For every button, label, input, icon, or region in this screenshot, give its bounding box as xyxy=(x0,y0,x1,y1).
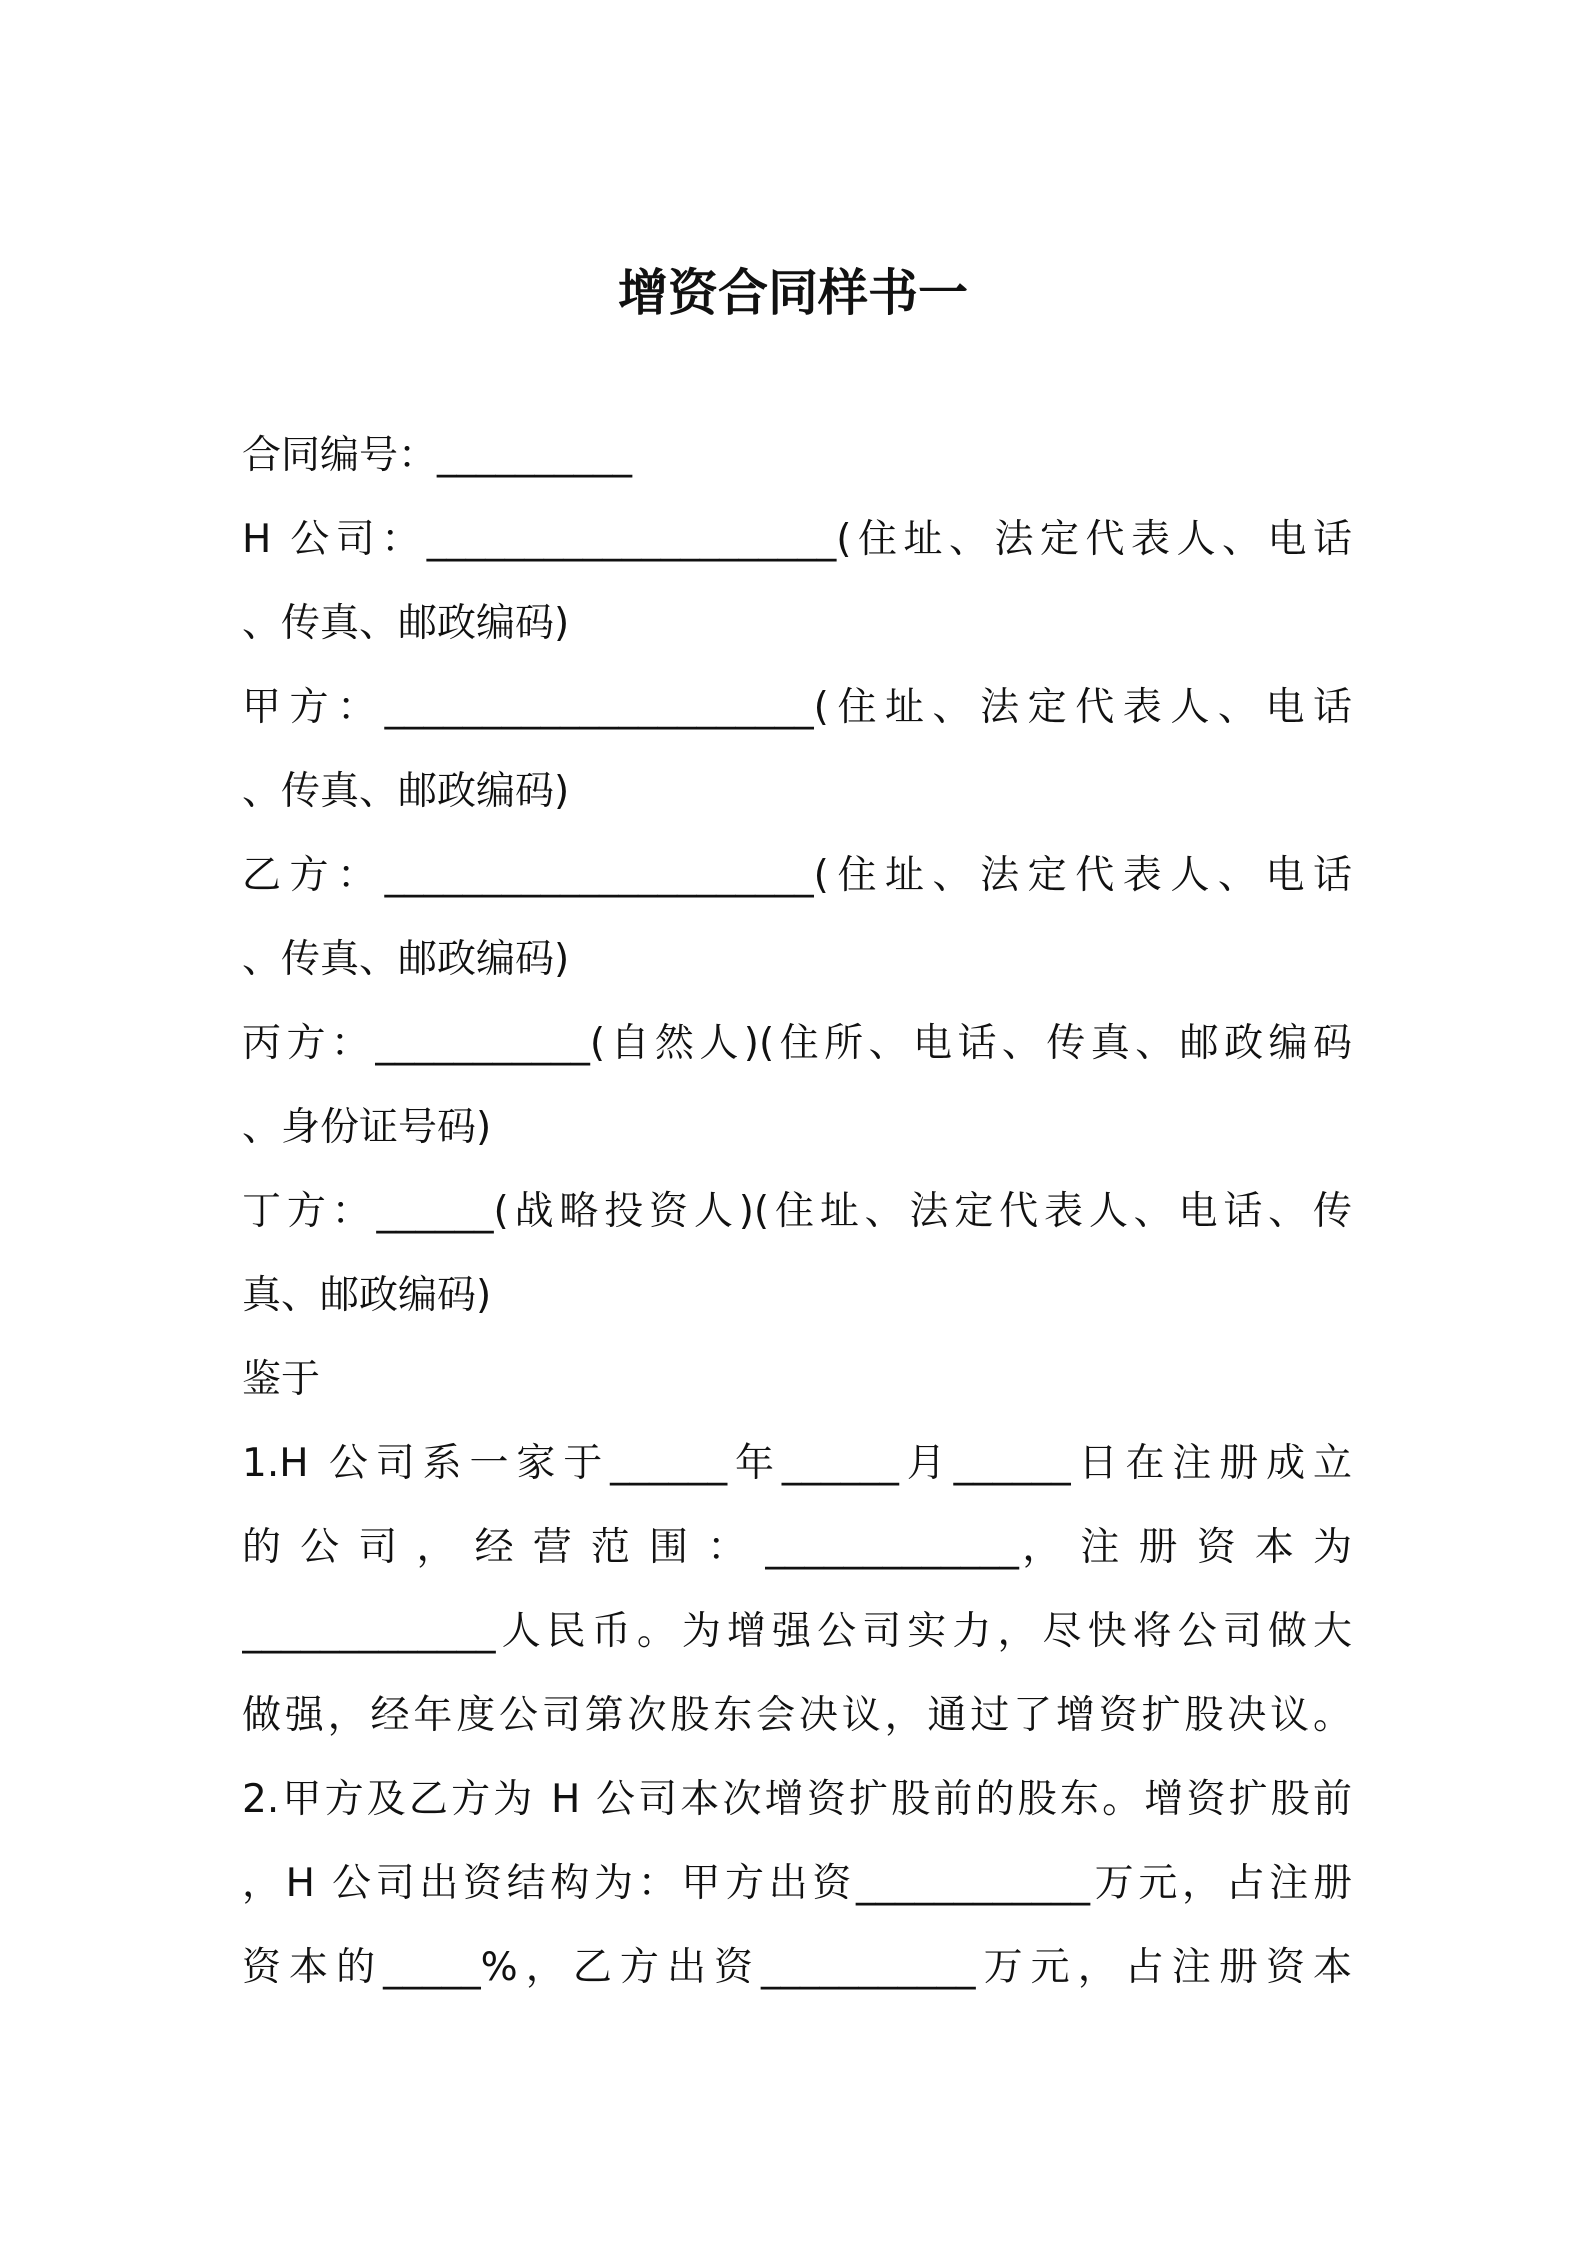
party-a-line: 甲方：______________________(住址、法定代表人、电话 xyxy=(242,685,1352,730)
clause-1-line-4: 做强，经年度公司第次股东会决议，通过了增资扩股决议。 xyxy=(242,1693,1352,1738)
clause-1-line-1: 1.H 公司系一家于______年______月______日在注册成立 xyxy=(242,1441,1352,1486)
clause-1-line-2: 的 公 司 ， 经 营 范 围 ： _____________， 注 册 资 本 为 xyxy=(242,1525,1352,1570)
clause-2-line-2: ，H 公司出资结构为：甲方出资____________万元，占注册 xyxy=(242,1861,1352,1906)
document-title: 增资合同样书一 xyxy=(618,264,968,322)
clause-2-line-3: 资本的_____%，乙方出资___________万元，占注册资本 xyxy=(242,1945,1352,1990)
party-c-line-cont: 、身份证号码) xyxy=(242,1105,492,1150)
whereas-heading: 鉴于 xyxy=(242,1357,321,1402)
company-h-line: H 公司：_____________________(住址、法定代表人、电话 xyxy=(242,517,1352,562)
document-body xyxy=(242,414,1352,2010)
party-d-line: 丁方：______(战略投资人)(住址、法定代表人、电话、传 xyxy=(242,1189,1352,1234)
clause-2-line-1: 2.甲方及乙方为 H 公司本次增资扩股前的股东。增资扩股前 xyxy=(242,1777,1352,1822)
company-h-line-cont: 、传真、邮政编码) xyxy=(242,601,570,646)
party-c-line: 丙方：___________(自然人)(住所、电话、传真、邮政编码 xyxy=(242,1021,1352,1066)
party-d-line-cont: 真、邮政编码) xyxy=(242,1273,492,1318)
party-b-line: 乙方：______________________(住址、法定代表人、电话 xyxy=(242,853,1352,898)
party-a-line-cont: 、传真、邮政编码) xyxy=(242,769,570,814)
clause-1-line-3: _____________人民币。为增强公司实力，尽快将公司做大 xyxy=(242,1609,1352,1654)
party-b-line-cont: 、传真、邮政编码) xyxy=(242,937,570,982)
contract-number-line: 合同编号：__________ xyxy=(242,433,633,478)
